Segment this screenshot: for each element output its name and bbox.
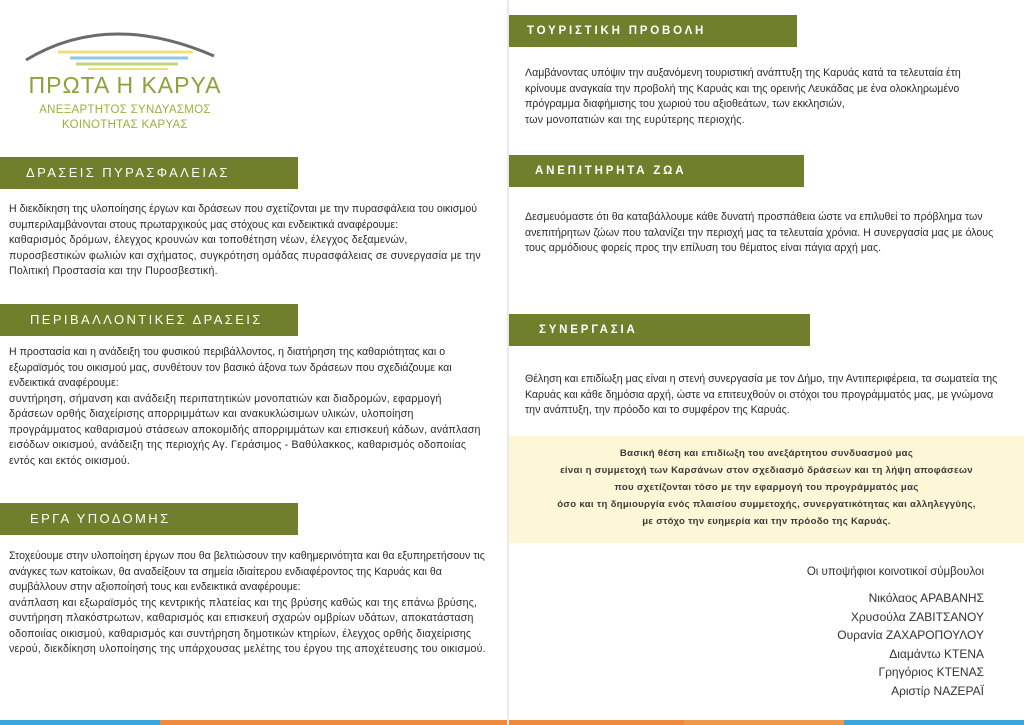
cooperation-text: Θέληση και επιδίωξη μας είναι η στενή συνεργασία με τον Δήμο, την Αντιπεριφέρεια, τα σωματεία της Καρυάς και κάθε δημόσια αρχή, ώστε να επιτευχθούν οι στόχοι του προγράμματός μας, με γνώμονα την ανάπτυξη, την πρόοδο και το συμφέρον της Καρυάς. — [525, 373, 998, 416]
callout-line: είναι η συμμετοχή των Καρσάνων στον σχεδιασμό δράσεων και τη λήψη αποφάσεων — [560, 465, 973, 476]
heading-infrastructure: ΕΡΓΑ ΥΠΟΔΟΜΗΣ — [0, 503, 298, 535]
callout-line: Βασική θέση και επιδίωξη του ανεξάρτητου συνδυασμού μας — [619, 448, 914, 459]
callout-line: όσο και τη δημιουργία ενός πλαισίου συμμετοχής, συνεργατικότητας και αλληλεγγύης, — [557, 499, 976, 510]
candidate-name: Αριστίρ ΝΑΖΕΡΑΪ — [891, 683, 984, 698]
environment-intro: Η προστασία και η ανάδειξη του φυσικού περιβάλλοντος, η διατήρηση της καθαριότητας και ο εξωραϊσμός του οικισμού μας, συνθέτουν τον βασικό άξονα των δράσεων που σχεδιάζουμε και ενδεικτικά αναφέρουμε: — [9, 346, 452, 389]
infrastructure-text — [9, 549, 487, 658]
candidate-name: Χρυσούλα ΖΑΒΙΤΣΑΝΟΥ — [850, 609, 984, 624]
tourism-tail: των μονοπατιών και της ευρύτερης περιοχής. — [525, 113, 745, 126]
candidates-list — [837, 589, 984, 701]
environment-list: συντήρηση, σήμανση και ανάδειξη περιπατητικών μονοπατιών και διαδρομών, εφαρμογή δράσεων ορθής διαχείρισης απορριμμάτων και ανακυκλώσιμων υλικών, υλοποίηση προγράμματος καθαρισμού στάσεων αποκομιδής απορριμμάτων και επισκευή κάδων, ανάπλαση εισόδων οικισμού, ανάδειξη της περιοχής Αγ. Γεράσιμος - Βαθύλακκος, καθαρισμός οδοποιίας εντός και εκτός οικισμού. — [9, 392, 481, 467]
right-page — [509, 0, 1024, 725]
logo-subtitle-line2: ΚΟΙΝΟΤΗΤΑΣ ΚΑΡΥΑΣ — [62, 119, 188, 131]
fire-safety-text — [9, 202, 487, 280]
fire-safety-list: καθαρισμός δρόμων, έλεγχος κρουνών και τοποθέτηση νέων, έλεγχος δεξαμενών, πυροσβεστικών φωλιών και σχήματος, συγκρότηση ομάδας πυρασφάλειας σε συνεργασία με την Πολιτική Προστασία και την Πυροσβεστική. — [9, 234, 481, 277]
heading-cooperation: ΣΥΝΕΡΓΑΣΙΑ — [509, 314, 810, 346]
infrastructure-list: ανάπλαση και εξωραϊσμός της κεντρικής πλατείας και της βρύσης καθώς και της επάνω βρύσης, συντήρηση πλακόστρωτων, καθαρισμός και επισκευή σχαρών ομβρίων υδάτων, αποκατάσταση οδοποιίας οικισμού, καθαρισμός και συντήρηση δημοτικών κτηρίων, έλεγχος ορθής διαχείρισης νερού, διεκδίκηση υλοποίησης της υπάρχουσας μελέτης του έργου της αποχέτευσης του οικισμού. — [9, 596, 486, 655]
bottom-stripe-orange-light — [684, 720, 844, 725]
heading-fire-safety: ΔΡΑΣΕΙΣ ΠΥΡΑΣΦΑΛΕΙΑΣ — [0, 157, 298, 189]
tourism-body: Λαμβάνοντας υπόψιν την αυξανόμενη τουριστική ανάπτυξη της Καρυάς κατά τα τελευταία έτη κρίνουμε αναγκαία την προβολή της Καρυάς και της ορεινής Λευκάδας με ένα ολοκληρωμένο πρόγραμμα διαφήμισης του χωριού του αξιοθεάτων, των εκκλησιών, — [525, 67, 961, 110]
bottom-stripe-orange — [160, 720, 507, 725]
tourism-text — [525, 66, 1005, 128]
fire-safety-intro: Η διεκδίκηση της υλοποίησης έργων και δράσεων που σχετίζονται με την πυρασφάλεια του οικισμού συμπεριλαμβάνονται στους πρωταρχικούς μας στόχους και ενδεικτικά αναφέρουμε: — [9, 203, 478, 231]
vision-callout — [509, 436, 1024, 543]
logo — [18, 18, 228, 138]
heading-unsupervised-animals: ΑΝΕΠΙΤΗΡΗΤΑ ΖΩΑ — [509, 155, 804, 187]
logo-hill-icon — [18, 18, 228, 78]
animals-text: Δεσμευόμαστε ότι θα καταβάλλουμε κάθε δυνατή προσπάθεια ώστε να επιλυθεί το πρόβλημα των ανεπιτήρητων ζώων που ταλανίζει την περιοχή μας τα τελευταία χρόνια. Η συνεργασία μας με όλους τους αρμόδιους φορείς προς την επίλυση του θέματος είναι πάγια αρχή μας. — [525, 211, 994, 254]
candidate-name: Γρηγόριος ΚΤΕΝΑΣ — [878, 665, 984, 680]
environment-text — [9, 345, 487, 469]
infrastructure-intro: Στοχεύουμε στην υλοποίηση έργων που θα βελτιώσουν την καθημερινότητα και θα εξυπηρετήσουν τις ανάγκες των κατοίκων, θα αναδείξουν τα σημεία ιδιαίτερου ενδιαφέροντος της Καρυάς και θα συμβάλλουν στην αξιοποίησή τους και ενδεικτικά αναφέρουμε: — [9, 550, 485, 593]
logo-title: ΠΡΩΤΑ Η ΚΑΡΥΑ — [28, 72, 222, 98]
heading-tourism: ΤΟΥΡΙΣΤΙΚΗ ΠΡΟΒΟΛΗ — [509, 15, 797, 47]
logo-subtitle-line1: ΑΝΕΞΑΡΤΗΤΟΣ ΣΥΝΔΥΑΣΜΟΣ — [39, 104, 211, 116]
candidate-name: Ουρανία ΖΑΧΑΡΟΠΟΥΛΟΥ — [837, 628, 984, 643]
callout-line: με στόχο την ευημερία και την πρόοδο της Καρυάς. — [642, 516, 891, 527]
bottom-stripe-blue — [0, 720, 160, 725]
left-page — [0, 0, 507, 725]
candidates-title: Οι υποψήφιοι κοινοτικοί σύμβουλοι — [806, 566, 984, 578]
bottom-stripe-blue — [844, 720, 1024, 725]
candidate-name: Διαμάντω ΚΤΕΝΑ — [889, 646, 984, 661]
candidate-name: Νικόλαος ΑΡΑΒΑΝΗΣ — [868, 591, 984, 605]
callout-line: που σχετίζονται τόσο με την εφαρμογή του προγράμματός μας — [614, 482, 919, 493]
bottom-stripe-orange — [509, 720, 684, 725]
heading-environment: ΠΕΡΙΒΑΛΛΟΝΤΙΚΕΣ ΔΡΑΣΕΙΣ — [0, 304, 298, 336]
